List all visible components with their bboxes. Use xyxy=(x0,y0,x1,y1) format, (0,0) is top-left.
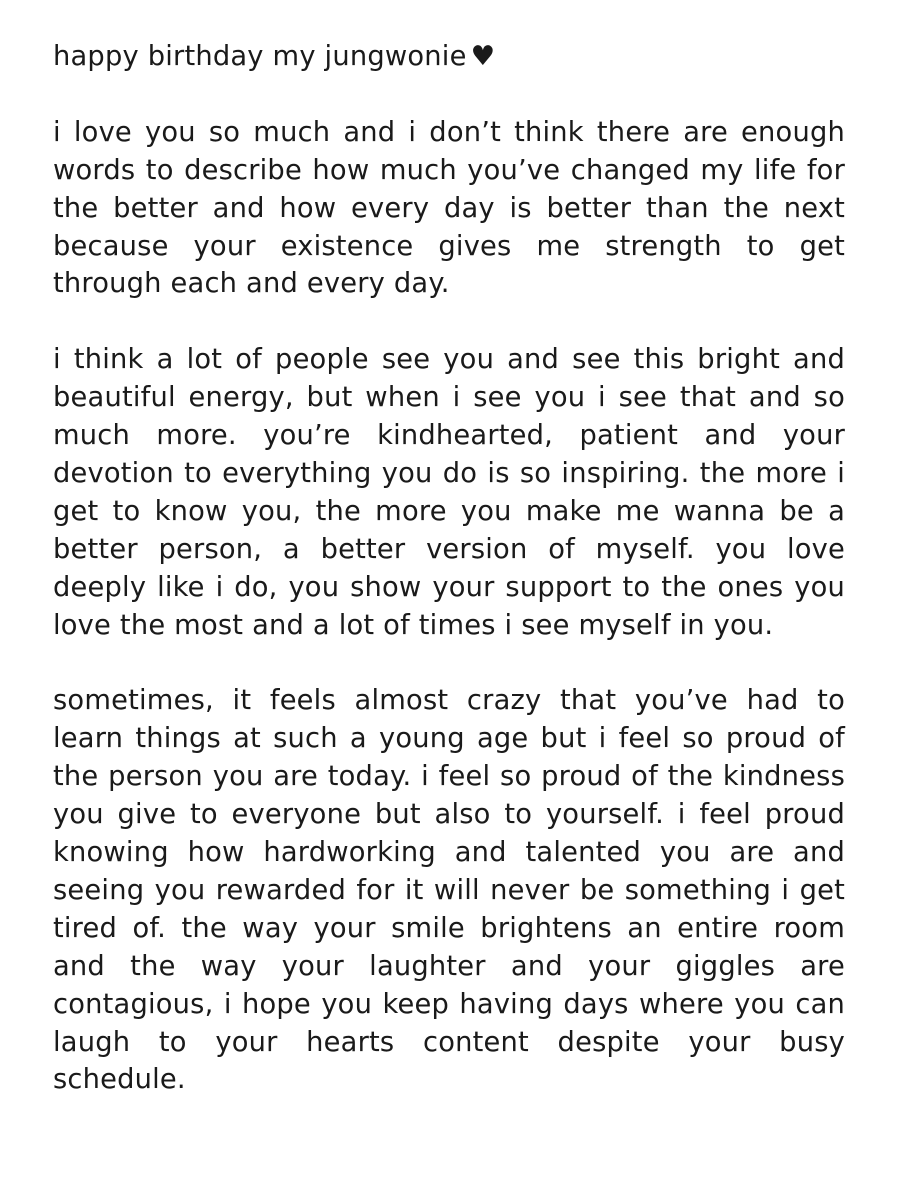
letter-paragraph-1: i love you so much and i don’t think there are enough words to describe how much you’ve changed my life for the better and how every day is better than the next because your existence gives me strength to get through each and every day. xyxy=(53,116,845,300)
letter-title-text: happy birthday my jungwonie xyxy=(53,41,467,72)
letter-paragraph-3: sometimes, it feels almost crazy that you’ve had to learn things at such a young age but i feel so proud of the person you are today. i feel so proud of the kindness you give to everyone but also to yourself. i feel proud knowing how hardworking and talented you are and seeing you rewarded for it will never be something i get tired of. the way your smile brightens an entire room and the way your laughter and your giggles are contagious, i hope you keep having days where you can laugh to your hearts content despite your busy schedule. xyxy=(53,685,845,1096)
heart-icon: ♥ xyxy=(470,41,496,72)
letter-paragraph-2: i think a lot of people see you and see this bright and beautiful energy, but when i see you i see that and so much more. you’re kindhearted, patient and your devotion to everything you do is so inspiring. the more i get to know you, the more you make me wanna be a better person, a better version of myself. you love deeply like i do, you show your support to the ones you love the most and a lot of times i see myself in you. xyxy=(53,344,845,641)
letter-page xyxy=(53,38,845,1137)
letter-title xyxy=(53,38,845,76)
